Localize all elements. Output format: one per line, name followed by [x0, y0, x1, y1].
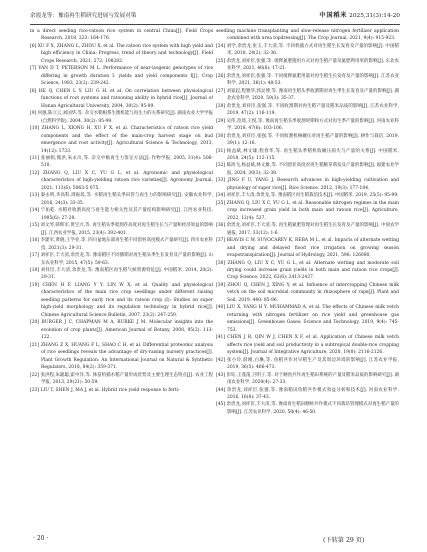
reference-entry: in a direct seeding rice-ratoon rice system in central China[J]. Field Crops Research, 2018, 223: 164-170. — [30, 29, 213, 42]
reference-entry: [23] LIU T, SHEN J, MA J, et al. Hybrid rice yield response to ferti- — [30, 387, 180, 393]
reference-entry: [35] ZHANG Q, LIU X C, YU G L, et al. Reasonable nitrogen regimes in the main crop increased grain yield in both main and ratoon rice[J]. Agriculture, 2022, 12(4): 527. — [216, 200, 399, 221]
reference-entry: [36] 余贵龙,刘祥臣,丰大清,等. 再生稻氮肥管理对再生稻生长发育及产量的影响[J]. 中国农学通报, 2017, 33(12): 1-6. — [216, 223, 399, 236]
reference-entry: [18] 刘祥臣,丰大清,余贵龙,等. 豫南稻区再生稻气候资源特征[J]. 中国稻米, 2014, 20(2): 29-31. — [30, 268, 213, 281]
reference-entry: seedling machine transplanting and slow-release nitrogen fertilizer application combined with urea topdressing[J]. The Crop Journal, 2021, 9(4): 915-923. — [216, 29, 399, 42]
page-number: · 20 · — [33, 535, 49, 542]
reference-entry: [33] JING F U, YANG J. Research advances in high-yielding cultivation and physiology of super rice[J]. Rice Science, 2012, 19(3): 177-184. — [216, 178, 399, 191]
journal-name: 中国稻米 — [319, 12, 348, 19]
reference-entry: [44] 余贵龙,刘祥臣,张强,等. 豫南稻田鱼稻共作模式效益分析和技术[J]. 河南农业科学, 2016, 16(8): 37-43. — [216, 387, 399, 400]
reference-entry: [41] CHEN J R, QIN W J, CHEN X F, et al. Application of Chinese milk vetch affects rice yield and soil productivity in a subtropical double-rice cropping system[J]. Journal of Integrative Agriculture, 2020, 19(8): 2116-2126. — [216, 335, 399, 356]
reference-entry: [34] 刘祥臣,丰大清,余贵龙,等. 豫南稻区再生稻栽培技术[J]. 中国稻米, 2019, 25(5): 95-99. — [216, 193, 399, 199]
reference-entry: [7] YAN D T, PETERSON M L. Performance of near-isogenic genotypes of rice differing in growth duration I. yields and yield components I[J]. Crop Science, 1983, 23(2): 239-242. — [30, 66, 213, 87]
reference-entry: [38] ZHANG Q, LIU X C, YU G L, et al. Alternate wetting and moderate soil drying could increase grain yields in both main and ratoon rice crops[J]. Crop Science, 2022, 62(6): 2413-2427. — [216, 260, 399, 281]
reference-entry: [24] 刘学,余贵龙,张玉,丰大清,等. 不同机插方式对再生稻生长发育及产量的影响[J]. 中国稻米, 2018, 24(2): 32-36. — [216, 43, 399, 57]
reference-entry: [9] 何强,陈立云,刘国华,等. 杂交水稻根系生理机能与再生力的关系研究[J]. 湖南农业大学学报(自然科学版), 2004, 30(2): 95-99. — [30, 111, 213, 124]
reference-entry: [8] HE Q, CHEN L Y, LIU G H, et al. On correlation between physiological functions of root systems and ratooning ability in hybrid rice[J]. Journal of Hunan Agricultural University, 2004, 30(2): 95-99. — [30, 88, 213, 109]
reference-entry: [40] LIU X, YANG H Y, MUHAMMAD A, et al. The effects of Chinese milk vetch returning with nitrogen fertilizer on rice yield and greenhouse gas emissions[J]. Greenhouse Gases: Science and Technology, 2019, 9(4): 745-753. — [216, 305, 399, 333]
reference-entry: [32] 陈鸿飞,杨益斌,林文雄,等. 不同留茬高度对再生稻腋芽萌发及产量的影响[J]. 福建农业学报, 2024, 30(3): 32-38. — [216, 163, 399, 176]
reference-entry: [42] 张小玲,薛刚,白琳,等. 鱼稻共作对早稻生产及其周边环境的影响[J]. 江苏农业学报, 2019, 36(5): 466-473. — [216, 357, 399, 371]
reference-entry: [12] ZHANG Q, LIU X C, YU G L, et al. Agronomic and physiological characteristics of high-yielding ratoon rice varieties[J]. Agronomy Journal, 2021, 113(6): 5063-5 075. — [30, 170, 213, 191]
reference-entry: [22] 张洪程,朱聪聪,霍中洋,等. 钵苗机插水稻产量形成优势及主要生理生态特点[J]. 农业工程学报, 2013, 29(21): 50-59. — [30, 372, 213, 386]
reference-entry: [25] 余贵龙,刘祥臣,张强,等. 缓释氮肥施用方式对再生稻产量及氮肥利用率的影响[J]. 东北农业科学, 2021, 46(6): 17-21. — [216, 58, 399, 72]
reference-entry: [16] 李建军,黄晓,王学业,等. 四川盆地东部再生稻不同留桩高度模式产量研究[J]. 四川农业科技, 2021(3): 29-31. — [30, 238, 213, 251]
reference-entry: [43] 彭钰,王蓬蓬,卫明子,等. 对于鳝鱼共作再生稻田系统的产量及稻米品质的影响研究[J]. 湖南农业科学, 2020(4): 27-33. — [216, 372, 399, 386]
reference-entry: [28] 余贵龙,刘祥臣,张强,等. 不同收割期对再生稻产量及稻米品质的影响[J]. 江苏农业科学, 2019, 47(2): 116-119. — [216, 103, 399, 117]
reference-entry: [10] ZHANG L, XIONG H, XU F X, et al. Characteristics of ratoon rice yield components and the effect of the main-crop harvest stage on bud emergence and root activity[J]. Agricultural Science & Technology, 2013, 14(12): 1733. — [30, 126, 213, 154]
article-running-title: 余霞龙等：豫南再生稻研究进展与发展对策 — [30, 13, 137, 19]
issue-info: 2025,31(3):14-20 — [349, 13, 400, 19]
reference-entry: [26] 余贵龙,刘祥臣,张强,等. 不同缓释氮肥用量对再生稻生长发育及产量的影响[J]. 江苏农业科学, 2021, 36(1): 48-53. — [216, 73, 399, 87]
references-left-column — [30, 28, 213, 506]
reference-entry: [19] CHEN H F, LIANG Y Y, LIN W X, et al. Quality and physiological characteristics of the main rice crop seedlings under different raising seedling patterns for early rice and its ratoon crop (I): Studies on super high-yield morphology and its regulation technology in hybrid rice[J]. Chinese Agricultural Science Bulletin, 2007, 23(2): 247-259. — [30, 282, 213, 318]
reference-entry: [15] 刘文琴,韩辉军,黄宝兴,等. 再生稻头季收割茬高度对再生稻生长与产量和经济效益的影响[J]. 江西农业学报, 2015, 23(4): 392-401. — [30, 223, 213, 236]
reference-entry: [39] ZHOU Q, CHEN J, XING Y, et al. Influence of intercropping Chinese milk vetch on the soil microbial community in rhizosphere of rape[J]. Plant and Soil, 2019, 440: 85-96. — [216, 282, 399, 303]
running-header — [30, 10, 400, 25]
reference-entry: [29] 吴伟,范琦,王悦,等. 豫南再生稻头季收割时期和方式对再生季产量的影响[J]. 河南农业科学, 2018, 47(6): 103-106. — [216, 118, 399, 132]
references-right-column — [216, 28, 399, 506]
reference-entry: [11] 张丽娟,熊洪,朱永川,等. 杂交中籼再生力鉴定方法[J]. 作物学报, 2005, 31(4): 506-510. — [30, 155, 213, 169]
reference-entry: [21] ZHANG Z X, HUANG F L, SHAO C H, et al. Differential proteomic analysis of rice seedlings reveals the advantage of dry-raising nursery practices[J]. Plant Growth Regulation: An International Journal on Natural & Synthetic Regulators, 2018, 84(2): 359-371. — [30, 342, 213, 371]
reference-entry: [20] BURGER J C, CHAPMAN M A, BURKE J M. Molecular insights into the evolution of crop plants[J]. American Journal of Botany, 2008, 95(2): 113-122. — [30, 320, 213, 341]
reference-entry: [14] 宁佑乾. 水稻对收割高度与再生能力相关性及其产量结构影响研究[J]. 江西农业科技, 1995(6): 27-28. — [30, 208, 213, 221]
reference-entry: [13] 秦永明,李高科,周振琰,等. 水稻再生稻头季田管与再生力的影响研究[J]. 安徽农业科学, 2016, 24(3): 33-35. — [30, 193, 213, 206]
reference-entry: [30] 余贵龙,刘祥臣,张强,等. 不同收割机械碾压对再生稻产量的影响[J]. 耕作与栽培, 2019, 39(1): 12-16. — [216, 133, 399, 147]
reference-entry: [37] BEAVIS C W, SUVOCAREV K, REBA M L, et al. Impacts of alternate wetting and drying and delayed flood rice irrigation on growing season evapotranspiration[J]. Journal of Hydrology, 2021, 596: 126080. — [216, 238, 399, 259]
reference-entry: [17] 刘祥臣,丰大清,余贵龙,等. 豫南稻区不同播期对再生稻头季生长发育及产量的影响[J]. 山东农业科学, 2015, 47(5): 59-63. — [30, 253, 213, 266]
continued-note: (下转第 29 页) — [323, 537, 365, 544]
reference-entry: [27] 刘家起,程雅华,郭灵博,等. 豫南再生稻头季收割期对再生季生长发育及产量的影响[J]. 湖北农业科学, 2020, 59(3): 35-37. — [216, 88, 399, 102]
reference-entry: [6] XU F X, ZHANG L, ZHOU X, et al. The ratoon rice system with high yield and high efficiency in China: Progress, trend of theory and technology[J]. Field Crops Research, 2021, 272: 108282. — [30, 43, 213, 64]
journal-citation — [319, 10, 400, 19]
reference-entry: [31] 杨益斌,林文雄,程春华,等. 再生稻头季稻机收碾压损失与产量的关系[J]. 中国稻米, 2018, 24(5): 112-115. — [216, 148, 399, 161]
reference-entry: [45] 余贵龙,刘祥臣,丰大清,等. 豫南再生稻田鳝虾共作模式不同栽培管理模式对再生稻产量的影响[J]. 江苏农业科学, 2020, 50(4): 46-50. — [216, 402, 399, 415]
